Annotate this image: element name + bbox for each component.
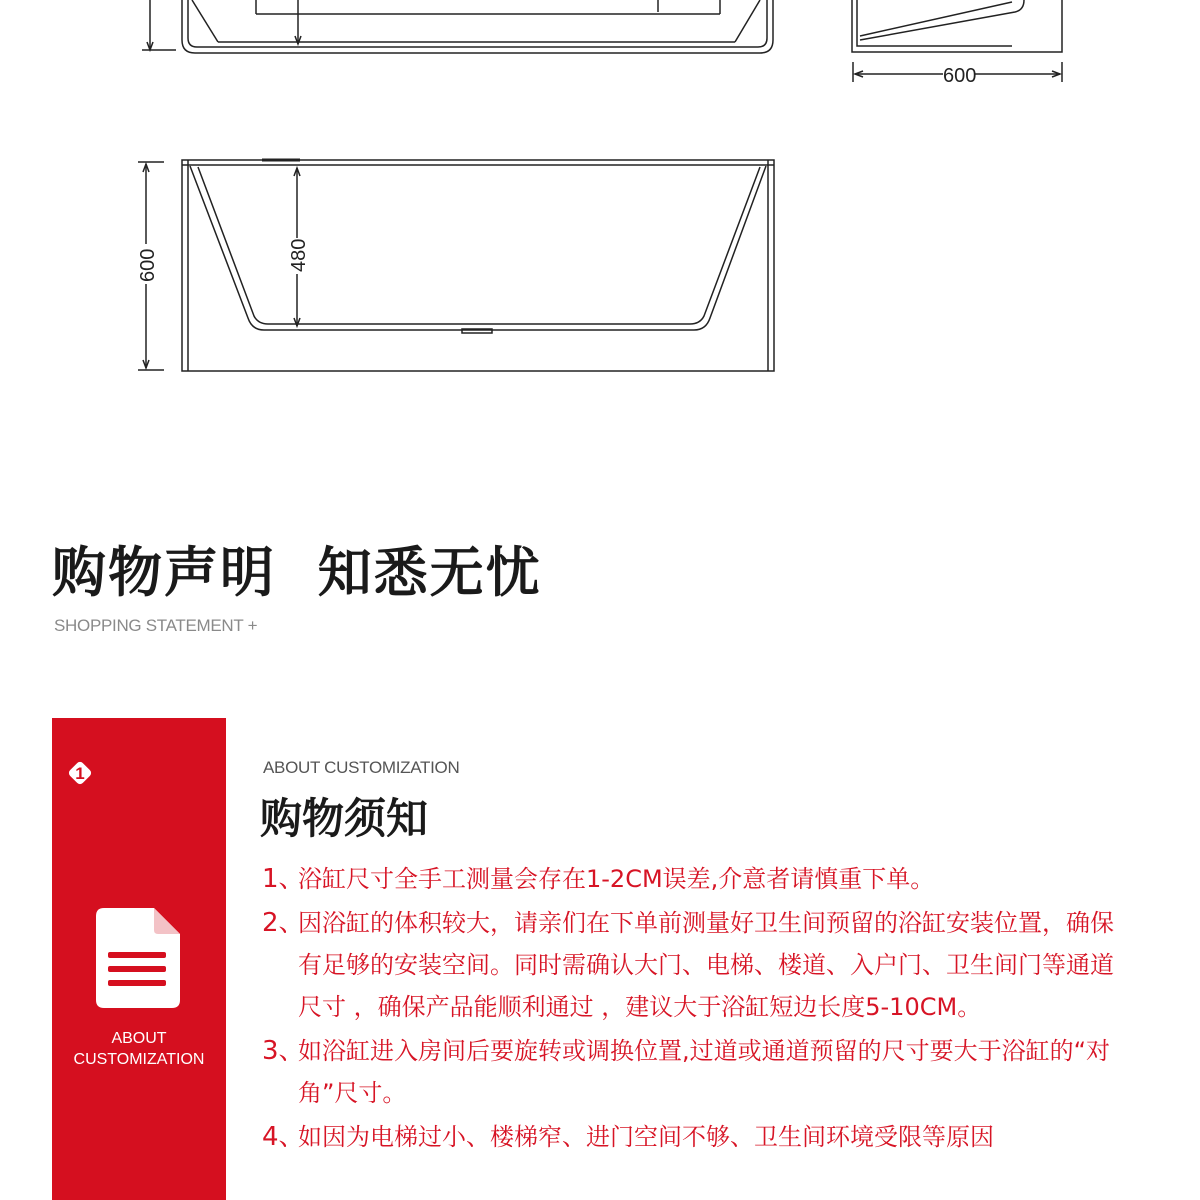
customization-side-panel bbox=[52, 718, 226, 1200]
top-view-drawing bbox=[142, 0, 773, 53]
notice-number: 4、 bbox=[262, 1122, 305, 1152]
notice-text: 因浴缸的体积较大，请亲们在下单前测量好卫生间预留的浴缸安装位置，确保有足够的安装空间。同时需确认大门、电梯、楼道、入户门、卫生间门等通道尺寸 ，确保产品能顺利通过 ，建议大于浴缸短边长度5-10CM。 bbox=[298, 909, 1114, 1021]
notice-item-1 bbox=[262, 858, 1132, 900]
notice-item-4 bbox=[262, 1116, 1132, 1158]
notice-number: 3、 bbox=[262, 1036, 305, 1066]
badge-number: 1 bbox=[75, 764, 85, 783]
content-eyebrow: ABOUT CUSTOMIZATION bbox=[263, 758, 460, 777]
panel-label bbox=[52, 1028, 226, 1070]
statement-title: 购物声明 知悉无忧 bbox=[52, 541, 542, 604]
notice-item-2 bbox=[262, 902, 1132, 1028]
front-depth-dimension: 480 bbox=[288, 238, 310, 272]
notice-list bbox=[262, 858, 1132, 1160]
notice-text: 浴缸尺寸全手工测量会存在1-2CM误差,介意者请慎重下单。 bbox=[298, 865, 935, 893]
notice-text: 如因为电梯过小、楼梯窄、进门空间不够、卫生间环境受限等原因 bbox=[298, 1123, 994, 1151]
notice-item-3 bbox=[262, 1030, 1132, 1114]
document-icon bbox=[96, 908, 180, 1008]
statement-subtitle: SHOPPING STATEMENT + bbox=[54, 616, 258, 635]
front-height-dimension: 600 bbox=[137, 248, 159, 282]
notice-text: 如浴缸进入房间后要旋转或调换位置,过道或通道预留的尺寸要大于浴缸的“对角”尺寸。 bbox=[298, 1037, 1111, 1107]
number-badge-icon bbox=[65, 758, 95, 788]
notice-number: 1、 bbox=[262, 864, 305, 894]
side-width-dimension: 600 bbox=[943, 65, 977, 87]
content-title: 购物须知 bbox=[260, 794, 429, 843]
front-view-drawing bbox=[138, 160, 774, 371]
notice-number: 2、 bbox=[262, 908, 305, 938]
panel-label-line1: ABOUT bbox=[111, 1030, 167, 1047]
bathtub-technical-drawings bbox=[0, 0, 1200, 420]
panel-label-line2: CUSTOMIZATION bbox=[73, 1051, 205, 1068]
